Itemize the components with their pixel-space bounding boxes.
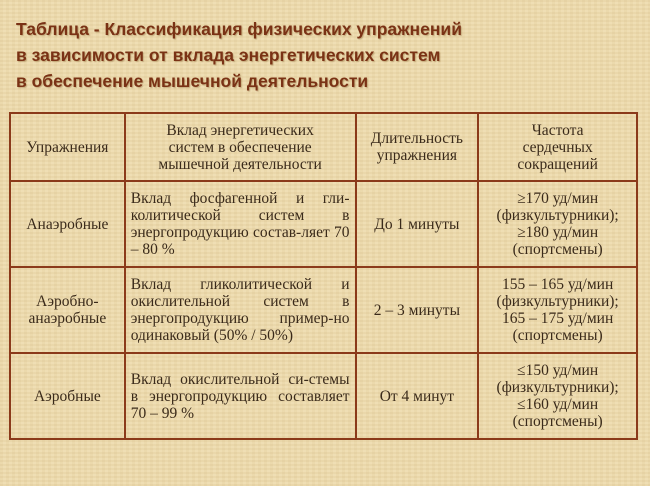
header-contribution-line: Вклад энергетических [166, 121, 314, 139]
contribution-cell: Вклад фосфагенной и гли-колитической систем в энергопродукцию состав-ляет 70 – 80 % [125, 181, 356, 267]
table-header-row [10, 113, 637, 181]
exercise-type-cell [10, 353, 125, 439]
title-line-3: в обеспечение мышечной деятельности [16, 71, 369, 91]
table-row [10, 267, 637, 353]
table-row [10, 181, 637, 267]
heart-rate-line: ≥170 уд/мин [517, 190, 599, 207]
slide-title [16, 16, 636, 94]
heart-rate-line: 165 – 175 уд/мин [502, 310, 614, 327]
title-line-2: в зависимости от вклада энергетических систем [16, 45, 441, 65]
header-contribution [125, 113, 356, 181]
header-duration-line: упражнения [376, 147, 458, 164]
header-contribution-line: систем в обеспечение [168, 138, 312, 156]
header-heart-rate [478, 113, 637, 181]
heart-rate-cell [478, 353, 637, 439]
classification-table [9, 112, 638, 440]
header-heart-rate-line: сокращений [517, 155, 598, 173]
heart-rate-line: ≤150 уд/мин [517, 362, 599, 379]
contribution-cell: Вклад гликолитической и окислительной систем в энергопродукцию пример-но одинаковый (50% / 50%) [125, 267, 356, 353]
heart-rate-line: (физкультурники); [496, 207, 619, 224]
heart-rate-cell [478, 267, 637, 353]
heart-rate-line: (спортсмены) [512, 241, 603, 258]
duration-cell: 2 – 3 минуты [356, 267, 479, 353]
heart-rate-cell [478, 181, 637, 267]
heart-rate-line: (спортсмены) [512, 327, 603, 344]
heart-rate-line: (физкультурники); [496, 379, 619, 396]
duration-cell: До 1 минуты [356, 181, 479, 267]
header-heart-rate-line: сердечных [522, 138, 593, 156]
exercise-type-cell [10, 181, 125, 267]
table-row [10, 353, 637, 439]
header-exercise [10, 113, 125, 181]
heart-rate-line: 155 – 165 уд/мин [502, 276, 614, 293]
heart-rate-line: (спортсмены) [512, 413, 603, 430]
exercise-type-label: Анаэробные [26, 215, 109, 233]
header-exercise-label: Упражнения [26, 138, 109, 156]
header-heart-rate-line: Частота [531, 121, 584, 139]
header-duration [356, 113, 479, 181]
header-duration-line: Длительность [370, 130, 463, 147]
header-contribution-line: мышечной деятельности [158, 155, 322, 173]
exercise-type-label: Аэробно- [36, 293, 99, 310]
exercise-type-cell [10, 267, 125, 353]
heart-rate-line: ≥180 уд/мин [517, 224, 599, 241]
exercise-type-label: анаэробные [28, 310, 107, 327]
title-line-1: Таблица - Классификация физических упражнений [16, 19, 462, 39]
heart-rate-line: (физкультурники); [496, 293, 619, 310]
duration-cell: От 4 минут [356, 353, 479, 439]
contribution-cell: Вклад окислительной си-стемы в энергопродукцию составляет 70 – 99 % [125, 353, 356, 439]
heart-rate-line: ≤160 уд/мин [517, 396, 599, 413]
exercise-type-label: Аэробные [33, 387, 101, 405]
